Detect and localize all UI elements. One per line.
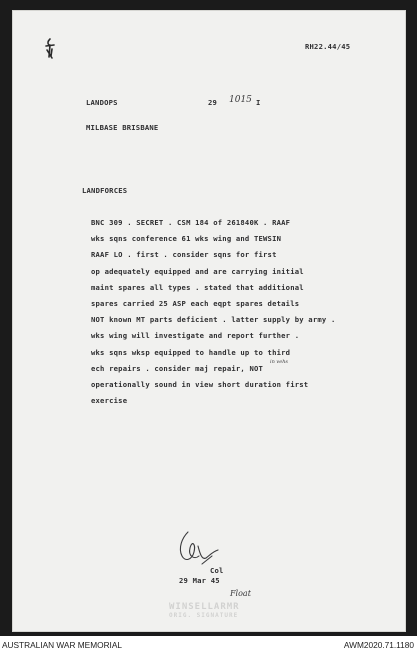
body-line: wks wing will investigate and report further . bbox=[91, 331, 300, 341]
body-line: exercise bbox=[91, 396, 128, 406]
handwritten-tag: Float bbox=[230, 589, 251, 598]
interlinear-note: in vehs bbox=[270, 359, 288, 365]
date-group: 29 bbox=[208, 98, 218, 107]
body-line: maint spares all types . stated that additional bbox=[91, 282, 304, 292]
message-body bbox=[91, 218, 335, 412]
document-page bbox=[12, 10, 406, 632]
signature-rank: Col bbox=[210, 566, 224, 575]
body-line: NOT known MT parts deficient . latter supply by army . bbox=[91, 315, 336, 325]
reference-number: RH22.44/45 bbox=[305, 42, 351, 51]
address-to: LANDOPS bbox=[86, 98, 118, 107]
body-line: wks sqns wksp equipped to handle up to third bbox=[91, 347, 291, 357]
body-line: ech repairs . consider maj repair, NOT bbox=[91, 363, 264, 373]
stamp-line: WINSELLARMR bbox=[169, 602, 240, 612]
date-group-suffix: I bbox=[256, 98, 261, 107]
body-line: spares carried 25 ASP each eqpt spares details bbox=[91, 298, 300, 308]
address-from: MILBASE BRISBANE bbox=[86, 123, 159, 132]
signature-icon bbox=[172, 526, 224, 570]
caption-right: AWM2020.71.1180 bbox=[343, 640, 414, 650]
body-line: wks sqns conference 61 wks wing and TEWSIN bbox=[91, 234, 282, 244]
bleed-through-stamp bbox=[169, 602, 255, 624]
body-line: BNC 309 . SECRET . CSM 184 of 261840K . RAAF bbox=[91, 218, 291, 227]
body-line: op adequately equipped and are carrying initial bbox=[91, 266, 304, 276]
caption-left: AUSTRALIAN WAR MEMORIAL bbox=[2, 640, 123, 650]
caption-bar bbox=[0, 636, 417, 653]
stamp-line: ORIG. SIGNATURE bbox=[169, 612, 239, 619]
date-group-handwritten: 1015 bbox=[229, 95, 252, 105]
handwritten-mark-icon bbox=[43, 37, 57, 61]
signature-date: 29 Mar 45 bbox=[179, 576, 220, 585]
body-line: RAAF LO . first . consider sqns for first bbox=[91, 250, 277, 260]
addressee: LANDFORCES bbox=[82, 186, 128, 195]
body-line: operationally sound in view short duration first bbox=[91, 379, 309, 389]
